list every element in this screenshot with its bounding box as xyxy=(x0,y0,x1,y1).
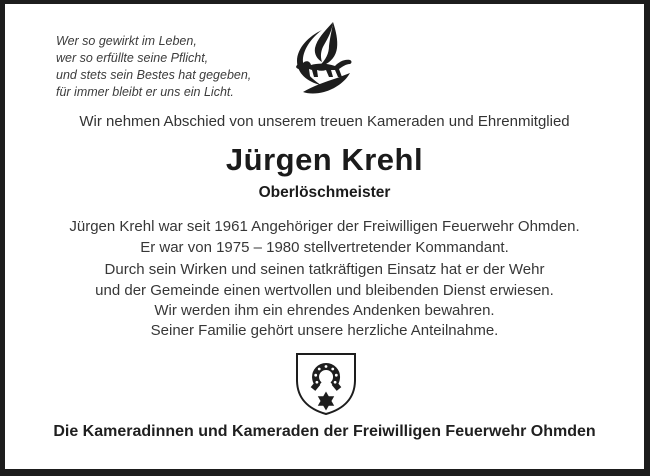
fire-brigade-flame-lion-icon xyxy=(291,22,357,98)
paragraph-line: Seiner Familie gehört unsere herzliche Anteilnahme. xyxy=(150,322,499,339)
memorial-verse xyxy=(56,33,251,101)
paragraph-line: Er war von 1975 – 1980 stellvertretender Kommandant. xyxy=(140,238,509,256)
verse-line: wer so erfüllte seine Pflicht, xyxy=(56,51,209,65)
deceased-name: Jürgen Krehl xyxy=(225,142,424,177)
farewell-intro: Wir nehmen Abschied von unserem treuen Kameraden und Ehrenmitglied xyxy=(79,113,570,130)
verse-line: und stets sein Bestes hat gegeben, xyxy=(56,68,252,82)
paragraph-merits xyxy=(5,260,644,301)
signature-line: Die Kameradinnen und Kameraden der Freiwilligen Feuerwehr Ohmden xyxy=(53,423,596,440)
paragraph-line: Wir werden ihm ein ehrendes Andenken bewahren. xyxy=(154,302,495,319)
paragraph-condolence xyxy=(5,321,644,342)
verse-line: für immer bleibt er uns ein Licht. xyxy=(56,85,234,99)
paragraph-line: und der Gemeinde einen wertvollen und bleibenden Dienst erwiesen. xyxy=(95,281,554,299)
verse-line: Wer so gewirkt im Leben, xyxy=(56,34,197,48)
ohmden-coat-of-arms-icon xyxy=(293,352,359,416)
paragraph-line: Jürgen Krehl war seit 1961 Angehöriger der Freiwilligen Feuerwehr Ohmden. xyxy=(69,218,580,235)
paragraph-line: Durch sein Wirken und seinen tatkräftigen Einsatz hat er der Wehr xyxy=(104,261,545,278)
paragraph-service-history xyxy=(5,217,644,258)
deceased-rank: Oberlöschmeister xyxy=(258,184,391,201)
paragraph-remembrance xyxy=(5,301,644,322)
